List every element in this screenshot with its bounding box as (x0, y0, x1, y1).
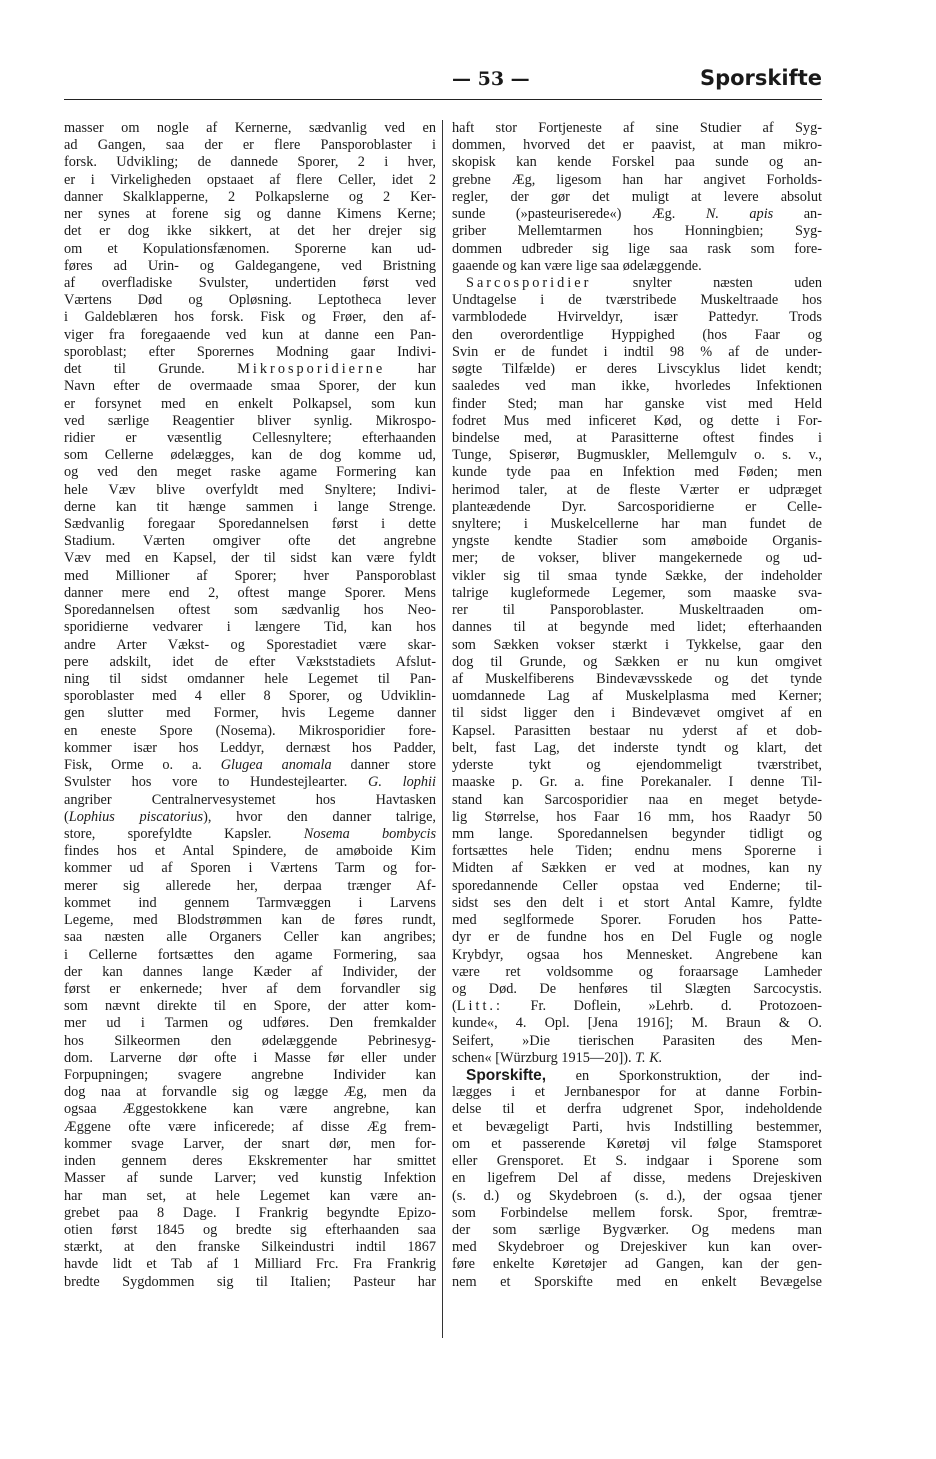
text-line: grebet paa 8 Dage. I Frankrig begyndte Epizo- (64, 1204, 436, 1221)
text-line: otien først 1845 og bredte sig efterhaanden saa (64, 1222, 436, 1238)
text-line: talrige kugleformede Legemer, som maaske sva- (452, 584, 822, 601)
text-line: Masser af sunde Larver; ved kunstig Infektion (64, 1170, 436, 1187)
text-line: saa næsten alle Organers Celler kan angribes; (64, 929, 436, 946)
text-line: Æggene ofte være inficerede; af disse Æg frem- (64, 1118, 436, 1135)
text-line: sporoblast; efter Sporernes Modning gaar Indivi- (64, 343, 436, 360)
left-column (64, 120, 436, 1291)
text-line: rer til Pansporoblaster. Muskeltraaden om- (452, 602, 822, 619)
text-line: Sædvanlig foregaar Sporedannelsen først i dette (64, 516, 436, 533)
text-line: fodret Mus med inficeret Kød, og dette i For- (452, 412, 822, 429)
text-line: kommer især hos Leddyr, dernæst hos Padder, (64, 739, 436, 756)
text-line: vikler sig til smaa tynde Sække, der indeholder (452, 567, 822, 584)
text-line: Fisk, Orme o. a. Glugea anomala danner store (64, 757, 436, 774)
text-line: Svulster hos vore to Hundestejlearter. G. lophii (64, 774, 436, 791)
text-line: med seglformede Sporer. Foruden hos Patte- (452, 912, 822, 929)
text-line: hos Silkeormen den ødelæggende Pebrinesyg- (64, 1032, 436, 1049)
text-line: Sarcosporidier snylter næsten uden (466, 274, 822, 291)
text-line: som Cellerne ødelægges, kan de dog komme ud, (64, 447, 436, 464)
text-line: sidst ses den delt i et stort Antal Kamre, fyldte (452, 894, 822, 911)
text-line: dannes til at begynde med lidet; efterhaanden (452, 619, 822, 636)
text-line: dog til Grunde, og Sækken er nu kun omgivet (452, 653, 822, 670)
text-line: til sidst ligger den i Bindevævet omgivet af en (452, 705, 822, 722)
text-line: er i Virkeligheden opstaaet af flere Celler, idet 2 (64, 171, 436, 188)
page-number: — 53 — (452, 68, 530, 90)
text-line: Forpupningen; svagere angrebne Individer kan (64, 1067, 436, 1084)
text-line: dommen udbreder sig lige saa rask som fore- (452, 240, 822, 257)
text-line: dog naa at forvandle sig og lægge Æg, men da (64, 1084, 436, 1101)
text-line: være ret voldsomme og foraarsage Lamheder (452, 963, 822, 980)
text-line: Værtens Død og Opløsning. Leptotheca lever (64, 292, 436, 309)
text-line: det er dog ikke sikkert, at det her drejer sig (64, 223, 436, 240)
text-line: som Sækken vokser stærkt i Tykkelse, gaar den (452, 636, 822, 653)
text-line: ner synes at forene sig og danne Kimens Kerne; (64, 206, 436, 223)
text-line: en ligefrem Del af disse, medens Drejeskiven (452, 1170, 822, 1187)
text-line: havde lidt et Tab af 1 Milliard Frc. Fra Frankrig (64, 1256, 436, 1273)
text-line: Midten af Sækken er ved at modnes, kan ny (452, 860, 822, 877)
text-line: pere adskilt, idet de efter Vækststadiets Afslut- (64, 653, 436, 670)
text-line: viger fra foregaaende ved kun at danne een Pan- (64, 326, 436, 343)
text-line: ridier er væsentlig Cellesnyltere; efterhaanden (64, 429, 436, 446)
text-line: merer sig allerede her, derpaa trænger Af- (64, 877, 436, 894)
text-line: om et passerende Køretøj vil følge Stamsporet (452, 1135, 822, 1152)
text-line: Kapsel. Parasitten bestaar nu yderst af et dob- (452, 722, 822, 739)
text-line: sunde (»pasteuriserede«) Æg. N. apis an- (452, 206, 822, 223)
text-line: Undtagelse i de tværstribede Muskeltraade hos (452, 292, 822, 309)
text-line: delse til et derfra udgrenet Spor, indeholdende (452, 1101, 822, 1118)
text-line: sporedannende Celler opstaa ved Enderne; til- (452, 877, 822, 894)
text-line: finder Sted; man har ganske vist med Held (452, 395, 822, 412)
text-line: af overfladiske Svulster, undertiden først ved (64, 274, 436, 291)
text-line: saaledes ved man ikke, hvorledes Infektionen (452, 378, 822, 395)
text-line: om et Kopulationsfænomen. Sporerne kan ud- (64, 240, 436, 257)
text-line: (Litt.: Fr. Doflein, »Lehrb. d. Protozoen- (452, 998, 822, 1015)
text-line: først er enkernede; hver af dem forvandler sig (64, 980, 436, 997)
text-line: stand kan Sarcosporidier naa en meget betyde- (452, 791, 822, 808)
text-line: kommer svage Larver, der snart dør, men for- (64, 1135, 436, 1152)
text-line: ved særlige Reagentier bliver synlig. Mikrospo- (64, 412, 436, 429)
text-line: bredte Sygdommen sig til Italien; Pasteur har (64, 1273, 436, 1290)
text-line: grebne Æg, ligesom han har angivet Forholds- (452, 171, 822, 188)
text-line: fortsættes hele Tiden; endnu mens Sporerne i (452, 843, 822, 860)
text-line: herimod taler, at de fleste Værter er udpræget (452, 481, 822, 498)
header-rule (64, 99, 822, 100)
text-line: danner Skalklapperne, 2 Polkapslerne og 2 Ker- (64, 188, 436, 205)
text-line: planteædende Dyr. Sarcosporidierne er Celle- (452, 498, 822, 515)
text-line: stærkt, at den franske Silkeindustri indtil 1867 (64, 1239, 436, 1256)
text-line: Tunge, Spiserør, Bugmuskler, Mellemgulv o. s. v., (452, 447, 822, 464)
text-line: store, sporefyldte Kapsler. Nosema bombycis (64, 825, 436, 842)
text-line: masser om nogle af Kernerne, sædvanlig ved en (64, 120, 436, 136)
text-line: bindelse med, at Parasitterne oftest findes i (452, 429, 822, 446)
text-line: og ved den meget raske agame Formering kan (64, 464, 436, 481)
text-line: sporidierne vedvarer i længere Tid, kan hos (64, 619, 436, 636)
text-line: ning til sidst omdanner hele Legemet til Pan- (64, 671, 436, 687)
running-head: Sporskifte (699, 66, 822, 90)
text-line: og Død. De henføres til Slægten Sarcocystis. (452, 980, 822, 997)
text-line: Seifert, »Die tierischen Parasiten des Men- (452, 1032, 822, 1049)
text-line: hele Væv blive overfyldt med Snyltere; Indivi- (64, 481, 436, 498)
text-line: med Skydebroer og Drejeskiver kun kan over- (452, 1239, 822, 1256)
text-line: derne kan tit hænge sammen i lange Strenge. (64, 498, 436, 515)
text-line: i Cellerne fortsættes den agame Formering, saa (64, 946, 436, 963)
text-line: yderste tykt og ejendommeligt tværstribet, (452, 757, 822, 774)
text-line: belt, fast Lag, det inderste tyndt og klart, det (452, 739, 822, 756)
text-line: findes hos et Antal Spindere, de amøboide Kim (64, 843, 436, 860)
text-line: Legeme, med Blodstrømmen kan de føres rundt, (64, 912, 436, 929)
text-line: Krybdyr, ogsaa hos Mennesket. Angrebene kan (452, 946, 822, 963)
text-line: Væv med en Kapsel, der til sidst kan være fyldt (64, 550, 436, 567)
text-line: haft stor Fortjeneste af sine Studier af Syg- (452, 120, 822, 136)
text-line: dom. Larverne dør ofte i Masse før eller under (64, 1049, 436, 1066)
text-line: føres ad Urin- og Galdegangene, ved Bristning (64, 257, 436, 274)
text-line: inden gennem deres Ekskrementer har smittet (64, 1153, 436, 1170)
text-line: schen« [Würzburg 1915—20]). T. K. (452, 1049, 663, 1066)
text-line: gen slutter med Former, hvis Legeme danner (64, 705, 436, 722)
text-line: Stadium. Værten omgiver ofte det angrebne (64, 533, 436, 550)
text-line: lig Størrelse, hos Faar 16 mm, hos Raadyr 50 (452, 808, 822, 825)
text-line: et bevægeligt Parti, hvis Indstilling bestemmer, (452, 1118, 822, 1135)
text-line: mer; de vokser, bliver mangekernede og ud- (452, 550, 822, 567)
text-line: varmblodede Hvirveldyr, især Pattedyr. Trods (452, 309, 822, 326)
text-line: yngste kendte Stadier som amøboide Organis- (452, 533, 822, 550)
text-line: søgte Tilfælde) er deres Livscyklus lidet kendt; (452, 361, 822, 378)
text-line: griber Mellemtarmen hos Honningbien; Syg- (452, 223, 822, 240)
text-line: Sporedannelsen oftest som sædvanlig hos Neo- (64, 602, 436, 619)
text-line: angriber Centralnervesystemet hos Havtasken (64, 791, 436, 808)
text-line: kunde tyde paa en Infektion med Føden; men (452, 464, 822, 481)
text-line: danner mere end 2, oftest mange Sporer. Mens (64, 584, 436, 601)
text-line: skopisk kan kende Forskel paa sunde og an- (452, 154, 822, 171)
right-column (452, 120, 822, 1291)
text-line: mer ud i Tarmen og udføres. Den fremkalder (64, 1015, 436, 1032)
text-line: Sporskifte, en Sporkonstruktion, der ind- (466, 1067, 822, 1085)
text-line: af Muskelfiberens Bindevævsskede og det tynde (452, 671, 822, 687)
text-line: nem et Sporskifte med en enkelt Bevægelse (452, 1273, 822, 1290)
column-divider (442, 120, 443, 1338)
text-line: den overordentlige Hyppighed (hos Faar og (452, 326, 822, 343)
text-line: eller Grensporet. Et S. indgaar i Sporene som (452, 1153, 822, 1170)
text-line: kommet ind gennem Tarmvæggen i Larvens (64, 894, 436, 911)
text-line: mm lange. Sporedannelsen begynder tidligt og (452, 825, 822, 842)
text-line: dyr er de fundne hos en Del Fugle og nogle (452, 929, 822, 946)
text-line: gaaende og kan være lige saa ødelæggende. (452, 257, 702, 274)
text-line: regler, der gør det muligt at levere absolut (452, 188, 822, 205)
text-line: snyltere; i Muskelcellerne har man fundet de (452, 516, 822, 533)
text-line: der som særlige Bygværker. Og medens man (452, 1222, 822, 1238)
text-line: i Galdeblæren hos forsk. Fisk og Frøer, den af- (64, 309, 436, 326)
text-line: andre Arter Vækst- og Sporestadiet være skar- (64, 636, 436, 653)
text-line: har man set, at hele Legemet kan være an- (64, 1187, 436, 1204)
text-line: kommer ud af Sporen i Værtens Tarm og for- (64, 860, 436, 877)
page-header (62, 62, 822, 98)
text-line: ogsaa Æggestokkene kan være angrebne, kan (64, 1101, 436, 1118)
text-line: det til Grunde. Mikrosporidierne har (64, 361, 436, 378)
text-line: kunde«, 4. Opl. [Jena 1916]; M. Braun & O. (452, 1015, 822, 1032)
text-line: dommen, hvorved det er paavist, at man mikro- (452, 137, 822, 154)
text-line: der kan dannes lange Kæder af Individer, der (64, 963, 436, 980)
text-line: Svin er de fundet i indtil 98 % af de under- (452, 343, 822, 360)
text-line: sporoblaster med 4 eller 8 Sporer, og Udviklin- (64, 688, 436, 705)
text-line: (Lophius piscatorius), hvor den danner talrige, (64, 808, 436, 825)
text-line: forsk. Udvikling; de dannede Sporer, 2 i hver, (64, 154, 436, 171)
text-line: føre enkelte Køretøjer ad Gangen, kan der gen- (452, 1256, 822, 1273)
text-line: (s. d.) og Skydebroen (s. d.), der ogsaa tjener (452, 1187, 822, 1204)
text-line: ad Gangen, saa der er flere Pansporoblaster i (64, 137, 436, 154)
text-line: en eneste Spore (Nosema). Mikrosporidier fore- (64, 722, 436, 739)
text-line: maaske p. Gr. a. fine Porekanaler. I denne Til- (452, 774, 822, 791)
text-line: uomdannede Lag af Muskelplasma med Kerner; (452, 688, 822, 705)
text-line: som Forbindelse mellem forsk. Spor, fremtræ- (452, 1204, 822, 1221)
text-line: er forsynet med en enkelt Polkapsel, som kun (64, 395, 436, 412)
text-line: Navn efter de overmaade smaa Sporer, der kun (64, 378, 436, 395)
text-line: lægges i et Jernbanespor for at danne Forbin- (452, 1084, 822, 1101)
text-line: som nævnt direkte til en Spore, der atter kom- (64, 998, 436, 1015)
text-line: med Millioner af Sporer; hver Pansporoblast (64, 567, 436, 584)
